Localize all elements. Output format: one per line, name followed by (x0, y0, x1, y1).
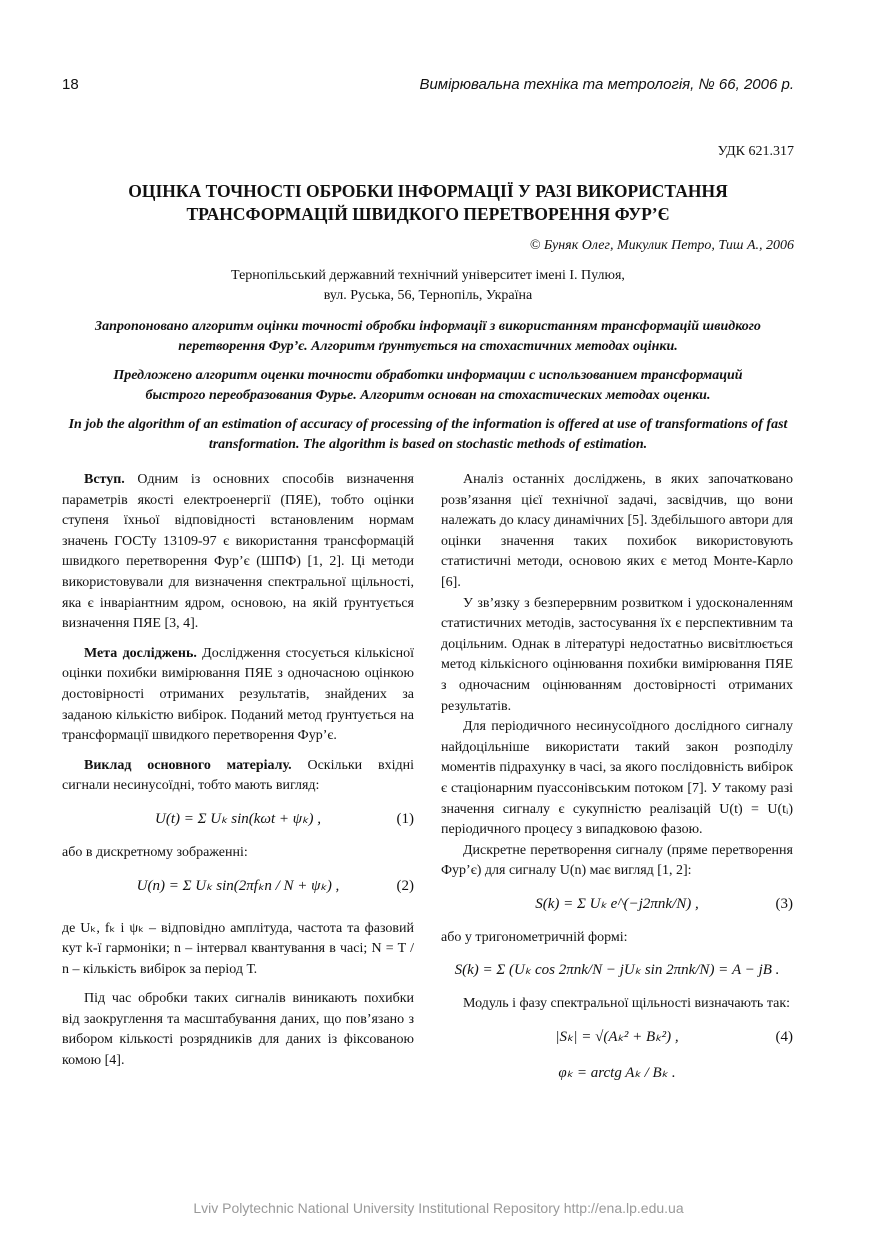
title-line-2: ТРАНСФОРМАЦІЙ ШВИДКОГО ПЕРЕТВОРЕННЯ ФУР’Є (186, 204, 670, 224)
intro-text: Одним із основних способів визначення параметрів якості електроенергії (ПЯЕ), тобто оцінки ступеня їхньої відповідності встановленим нормам значень ГОСТу 13109-97 є використання трансформацій швидкого перетворення Фур’є (ШПФ) [1, 2]. Ці методи використовували для визначення спектральної щільності, яка є інваріантним ядром, основою, на якій ґрунтується визначення ПЯЕ [3, 4]. (62, 472, 414, 632)
equation-3 (441, 882, 793, 928)
abstract-russian: Предложено алгоритм оценки точности обработки информации с использованием трансформаций быстрого переобразования Фурье. Алгоритм основан на стохастических методах оценки. (113, 368, 743, 403)
equation-2-formula: U(n) = Σ Uₖ sin(2πfₖn / N + ψₖ) , (136, 877, 340, 894)
journal-header: Вимірювальна техніка та метрологія, № 66, 2006 р. (419, 76, 794, 93)
equation-4b-formula: φₖ = arctg Aₖ / Bₖ . (558, 1065, 676, 1082)
discrete-text: або в дискретному зображенні: (62, 844, 248, 860)
processing-paragraph: Під час обробки таких сигналів виникають похибки від заокруглення та масштабування даних, що пов’язано з вибором кількості розрядників для даних із фіксованою комою [4]. (62, 991, 414, 1069)
right-column (441, 470, 793, 1087)
equation-trig (441, 948, 793, 994)
trig-text: або у тригонометричній формі: (441, 929, 628, 945)
abstract-english: In job the algorithm of an estimation of accuracy of processing of the information is offered at use of transformations of fast transformation. The algorithm is based on stochastic methods of estimation. (68, 417, 788, 452)
aim-label: Мета досліджень. (84, 645, 197, 661)
equation-3-number: (3) (775, 895, 793, 912)
intro-label: Вступ. (84, 472, 125, 487)
main-paragraph (62, 756, 414, 797)
affiliation-line-1: Тернопільський державний технічний університет імені І. Пулюя, (231, 268, 625, 283)
aim-text: Дослідження стосується кількісної оцінки похибки вимірювання ПЯЕ з одночасною оцінкою достовірності отриманих результатів, знайдених за заданою кількістю вибірок. Поданий метод ґрунтується на трансформації швидкого перетворення Фур’є. (62, 645, 414, 744)
equation-4b (441, 1051, 793, 1087)
equation-1-number: (1) (396, 810, 414, 827)
analysis-paragraph: Аналіз останніх досліджень, в яких започатковано розв’язання цієї технічної задачі, засвідчив, що вони належать до класу динамічних [5]. Здебільшого автори для оцінки значення таких похибок використовують статистичні методи, основою яких є метод Монте-Карло [6]. (441, 472, 793, 590)
development-paragraph: У зв’язку з безперервним розвитком і удосконаленням статистичних методів, застосування їх є перспективним та доцільним. Однак в літературі недостатньо висвітлюється метод кількісного оцінювання похибки вимірювання ПЯЕ з одночасним оцінюванням достовірності отриманих результатів. (441, 595, 793, 714)
equation-2-number: (2) (396, 877, 414, 894)
module-phase-paragraph: Модуль і фазу спектральної щільності визначають так: (463, 996, 791, 1012)
periodic-paragraph: Для періодичного несинусоїдного дослідного сигналу найдоцільніше використати такий закон розподілу моментів підрахунку в часі, за якого послідовність вибірок є стаціонарним пуассонівським потоком [7]. У такому разі значення сигналу є сукупністю реалізацій U(t) = U(tᵢ) періодичного процесу з випадковою фазою. (441, 719, 793, 838)
main-text: Оскільки вхідні сигнали несинусоїдні, тобто мають вигляд: (62, 757, 414, 794)
main-label: Виклад основного матеріалу. (84, 757, 292, 773)
repository-footer: Lviv Polytechnic National University Institutional Repository http://ena.lp.edu.ua (193, 1200, 684, 1216)
udk-code: УДК 621.317 (717, 144, 794, 159)
aim-paragraph (62, 644, 414, 747)
title-line-1: ОЦІНКА ТОЧНОСТІ ОБРОБКИ ІНФОРМАЦІЇ У РАЗІ ВИКОРИСТАННЯ (128, 181, 728, 201)
equation-1 (62, 797, 414, 843)
affiliation-line-2: вул. Руська, 56, Тернопіль, Україна (323, 288, 533, 303)
discrete-transform-paragraph: Дискретне перетворення сигналу (пряме перетворення Фур’є) для сигналу U(n) має вигляд [1, 2]: (441, 842, 793, 879)
abstract-ukrainian: Запропоновано алгоритм оцінки точності обробки інформації з використанням трансформацій швидкого перетворення Фур’є. Алгоритм ґрунтується на стохастичних методах оцінки. (95, 319, 761, 354)
equation-2 (62, 864, 414, 910)
paper-title (62, 180, 794, 226)
equation-trig-formula: S(k) = Σ (Uₖ cos 2πnk/N − jUₖ sin 2πnk/N) = A − jB . (454, 962, 780, 979)
equation-4-number: (4) (775, 1029, 793, 1046)
page-number: 18 (62, 76, 79, 93)
intro-paragraph (62, 470, 414, 635)
authors: © Буняк Олег, Микулик Петро, Тиш А., 2006 (529, 238, 794, 253)
equation-3-formula: S(k) = Σ Uₖ e^(−j2πnk/N) , (535, 895, 699, 912)
where-paragraph: де Uₖ, fₖ і ψₖ – відповідно амплітуда, частота та фазовий кут k-ї гармоніки; n – інтервал квантування в часі; N = T / n – кількість вибірок за період Т. (62, 920, 414, 977)
equation-1-formula: U(t) = Σ Uₖ sin(kωt + ψₖ) , (155, 810, 321, 827)
affiliation (62, 266, 794, 306)
equation-4a (441, 1015, 793, 1051)
equation-4a-formula: |Sₖ| = √(Aₖ² + Bₖ²) , (555, 1029, 679, 1046)
left-column (62, 470, 414, 1072)
